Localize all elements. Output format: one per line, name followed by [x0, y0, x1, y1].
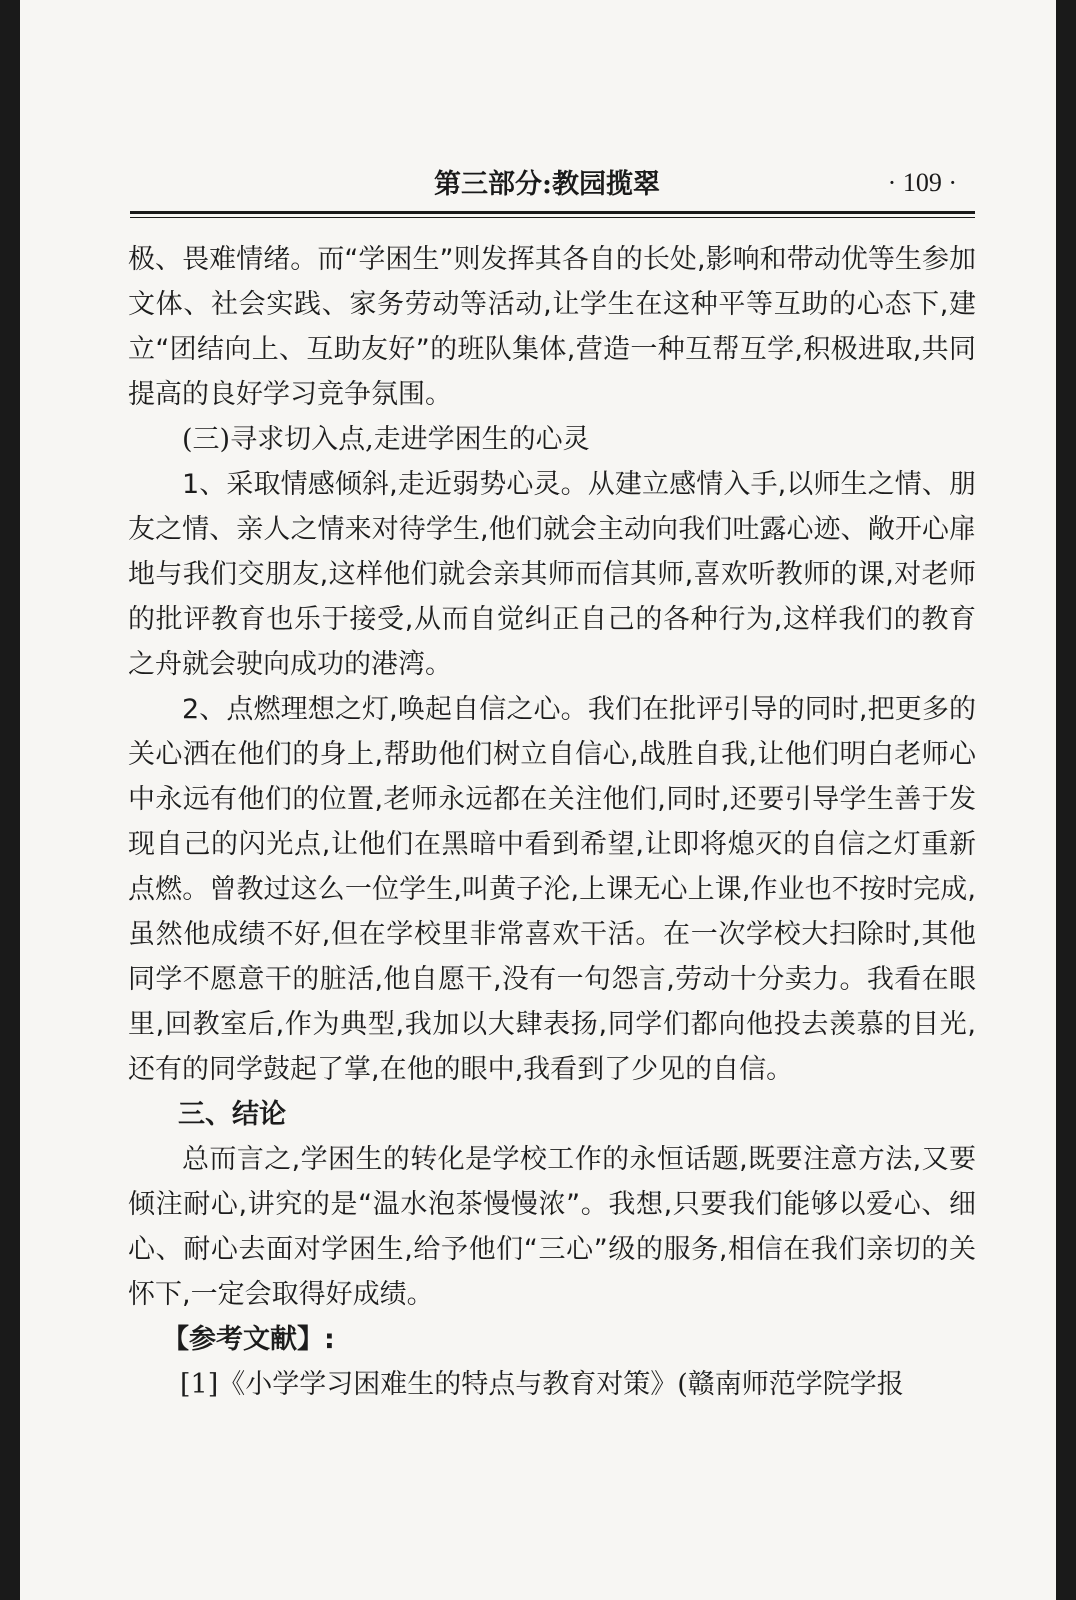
paragraph-point-2: 2、点燃理想之灯,唤起自信之心。我们在批评引导的同时,把更多的关心洒在他们的身上,帮助他们树立自信心,战胜自我,让他们明白老师心中永远有他们的位置,老师永远都在关注他们,同时,还要引导学生善于发现自己的闪光点,让他们在黑暗中看到希望,让即将熄灭的自信之灯重新点燃。曾教过这么一位学生,叫黄子沦,上课无心上课,作业也不按时完成,虽然他成绩不好,但在学校里非常喜欢干活。在一次学校大扫除时,其他同学不愿意干的脏活,他自愿干,没有一句怨言,劳动十分卖力。我看在眼里,回教室后,作为典型,我加以大肆表扬,同学们都向他投去羡慕的目光,还有的同学鼓起了掌,在他的眼中,我看到了少见的自信。 — [128, 694, 976, 1085]
paragraph-conclusion: 总而言之,学困生的转化是学校工作的永恒话题,既要注意方法,又要倾注耐心,讲究的是“温水泡茶慢慢浓”。我想,只要我们能够以爱心、细心、耐心去面对学困生,给予他们“三心”级的服务,相信在我们亲切的关怀下,一定会取得好成绩。 — [128, 1144, 976, 1310]
header-rule-thick — [130, 211, 975, 214]
references-heading: 【参考文献】: — [162, 1324, 335, 1355]
header-rule-thin — [130, 217, 975, 218]
running-header — [130, 162, 975, 208]
header-title: 第三部分:教园揽翠 — [434, 169, 660, 200]
book-page — [20, 0, 1056, 1600]
paragraph-point-1: 1、采取情感倾斜,走近弱势心灵。从建立感情入手,以师生之情、朋友之情、亲人之情来对待学生,他们就会主动向我们吐露心迹、敞开心扉地与我们交朋友,这样他们就会亲其师而信其师,喜欢听教师的课,对老师的批评教育也乐于接受,从而自觉纠正自己的各种行为,这样我们的教育之舟就会驶向成功的港湾。 — [128, 469, 976, 680]
subheading-3: (三)寻求切入点,走进学困生的心灵 — [182, 424, 590, 455]
page-number: · 109 · — [887, 168, 957, 197]
paragraph-intro: 极、畏难情绪。而“学困生”则发挥其各自的长处,影响和带动优等生参加文体、社会实践、家务劳动等活动,让学生在这种平等互助的心态下,建立“团结向上、互助友好”的班队集体,营造一种互帮互学,积极进取,共同提高的良好学习竞争氛围。 — [128, 244, 976, 410]
body-text — [128, 237, 976, 1407]
section-heading-conclusion: 三、结论 — [178, 1099, 286, 1130]
reference-item-1: [1]《小学学习困难生的特点与教育对策》(赣南师范学院学报 — [180, 1369, 904, 1400]
